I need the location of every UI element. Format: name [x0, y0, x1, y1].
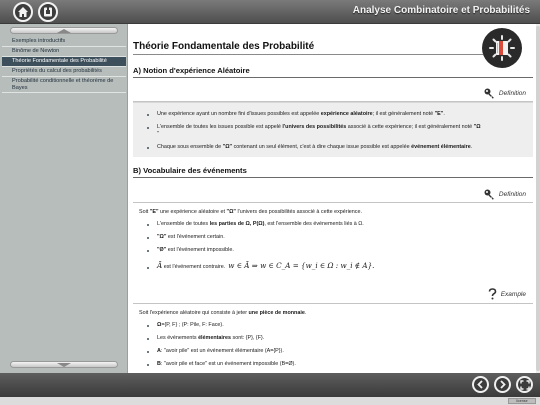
text: " [157, 130, 159, 137]
text-bold: l'univers des possibilités [282, 124, 347, 130]
example-box [133, 305, 533, 373]
definition-1-bullet-1 [157, 111, 527, 118]
home-icon [17, 6, 29, 18]
section-a-heading: A) Notion d'expérience Aléatoire [133, 66, 250, 75]
text: sont: {P}, {F}. [231, 335, 265, 341]
previous-button[interactable] [472, 376, 489, 393]
key-icon [484, 88, 495, 99]
page-title: Théorie Fondamentale des Probabilité [133, 41, 315, 52]
symbol: "E" [434, 111, 444, 117]
title-divider [133, 54, 483, 55]
definition-tag [484, 189, 526, 200]
sidebar-item-label: Propriétés du calcul des probabilités [12, 68, 102, 75]
fullscreen-button[interactable] [516, 376, 533, 393]
text-bold: élémentaires [198, 335, 232, 341]
bottom-bar [0, 373, 540, 397]
definition-label: Definition [498, 90, 526, 97]
definition-1-bullet-2 [157, 124, 531, 137]
definition-2-bullet-3 [157, 247, 527, 254]
text: L'ensemble de toutes [157, 221, 210, 227]
section-a-divider [133, 77, 533, 78]
example-bullet-1 [157, 322, 527, 329]
text-bold: événement élémentaire [411, 144, 471, 150]
footer [0, 397, 540, 405]
sidebar [0, 24, 128, 373]
symbol: "Ω" [226, 209, 236, 215]
text: Soit l'expérience aléatoire qui consiste à jeter [139, 310, 249, 316]
section-b-divider [133, 177, 533, 178]
example-bullet-4 [157, 361, 527, 368]
bullet [147, 364, 149, 366]
bullet [147, 114, 149, 116]
example-tag [488, 288, 526, 300]
bullet [147, 250, 149, 252]
chevron-left-icon [476, 380, 485, 389]
example-bullet-2 [157, 335, 527, 342]
symbol: "Ω" [222, 144, 233, 150]
text: l'univers des possibilités associé à cette expérience. [235, 209, 362, 215]
text: est l'événement contraire. [162, 264, 226, 270]
text: ; il est généralement noté [372, 111, 435, 117]
bullet [147, 237, 149, 239]
content-scrollbar[interactable] [536, 24, 540, 373]
symbol: Ω [157, 322, 162, 328]
example-label: Example [500, 290, 526, 298]
text: est l'événement impossible. [166, 247, 234, 253]
text: est l'événement certain. [166, 234, 225, 240]
book-icon [489, 35, 515, 61]
text-bold: une pièce de monnaie [248, 310, 305, 316]
text: . [443, 111, 445, 117]
definition-2-bullet-4 [157, 263, 527, 271]
symbol: "Ω" [157, 234, 167, 240]
definition-label: Definition [498, 191, 526, 198]
definition-1-bullet-3 [157, 144, 527, 151]
example-intro [139, 310, 529, 317]
question-icon [488, 288, 497, 300]
chapter-badge [482, 28, 522, 68]
sidebar-scroll-down-button[interactable] [10, 361, 118, 368]
expand-icon [520, 380, 530, 390]
sidebar-item-binome[interactable] [2, 47, 126, 57]
content-scrollbar-thumb[interactable] [536, 26, 540, 371]
chevron-right-icon [498, 380, 507, 389]
home-button[interactable] [13, 2, 33, 22]
text: , est l'ensemble des événements liés à Ω. [264, 221, 364, 227]
definition-box-2 [133, 204, 533, 282]
text-bold: les parties de Ω, P(Ω) [209, 221, 265, 227]
sidebar-item-bayes[interactable] [2, 77, 126, 93]
sidebar-list [2, 37, 126, 93]
bullet [147, 325, 149, 327]
app-title: Analyse Combinatoire et Probabilités [352, 5, 530, 16]
sidebar-item-proprietes[interactable] [2, 67, 126, 77]
bullet [147, 351, 149, 353]
example-bullet-3 [157, 348, 527, 355]
symbol: "Ø" [157, 247, 167, 253]
text: : "avoir pile et face" est un événement impossible (B=Ø). [160, 361, 296, 367]
text: une expérience aléatoire et [158, 209, 227, 215]
text: Une expérience ayant un nombre fini d'issues possibles est appelée [157, 111, 321, 117]
bullet [147, 338, 149, 340]
definition-2-intro [139, 209, 529, 216]
symbol: "Ω [473, 124, 481, 130]
top-bar [0, 0, 540, 24]
symbol: B [157, 361, 161, 367]
book-icon [42, 6, 54, 18]
sidebar-item-label: Probabilité conditionnelle et théorème de Bayes [12, 78, 114, 91]
text: . [304, 310, 307, 316]
next-button[interactable] [494, 376, 511, 393]
bullet [147, 224, 149, 226]
text: : "avoir pile" est un événement élémentaire (A={P}). [160, 348, 284, 354]
section-b-heading: B) Vocabulaire des événements [133, 166, 247, 175]
sidebar-item-label: Binôme de Newton [12, 48, 60, 55]
text: associé à cette expérience; il est généralement noté [346, 124, 474, 130]
license-badge[interactable]: license [508, 398, 536, 404]
text: L'ensemble de toutes les issues possible est appelé [157, 124, 283, 130]
text-bold: expérience aléatoire [320, 111, 373, 117]
bullet [147, 267, 149, 269]
symbol: "E" [149, 209, 159, 215]
sidebar-item-exemples[interactable] [2, 37, 126, 47]
main-content [128, 24, 540, 373]
definition-divider [133, 202, 533, 203]
book-button[interactable] [38, 2, 58, 22]
definition-2-bullet-2 [157, 234, 527, 241]
sidebar-scroll-up-button[interactable] [10, 27, 118, 34]
text: Les événements [157, 335, 199, 341]
definition-box-1 [133, 102, 533, 157]
key-icon [484, 189, 495, 200]
definition-2-bullet-1 [157, 221, 527, 228]
bullet [147, 147, 149, 149]
sidebar-item-theorie[interactable] [2, 57, 126, 67]
definition-tag [484, 88, 526, 99]
example-divider [133, 303, 533, 304]
text: contenant un seul élément, c'est à dire chaque issue possible est appelée [232, 144, 412, 150]
symbol: A [157, 348, 161, 354]
text: . [470, 144, 473, 150]
bullet [147, 127, 149, 129]
symbol: Ā [157, 261, 163, 270]
sidebar-item-label: Exemples introductifs [12, 38, 66, 45]
math-formula: w ∈ Ā ⇒ w ∈ C_A = {w_i ∈ Ω : w_i ∉ A}. [228, 261, 375, 270]
text: Chaque sous ensemble de [157, 144, 223, 150]
text: Soit [139, 209, 150, 215]
sidebar-item-label: Théorie Fondamentale des Probabilité [12, 58, 107, 65]
text: ={P, F} ; (P: Pile, F: Face). [161, 322, 224, 328]
